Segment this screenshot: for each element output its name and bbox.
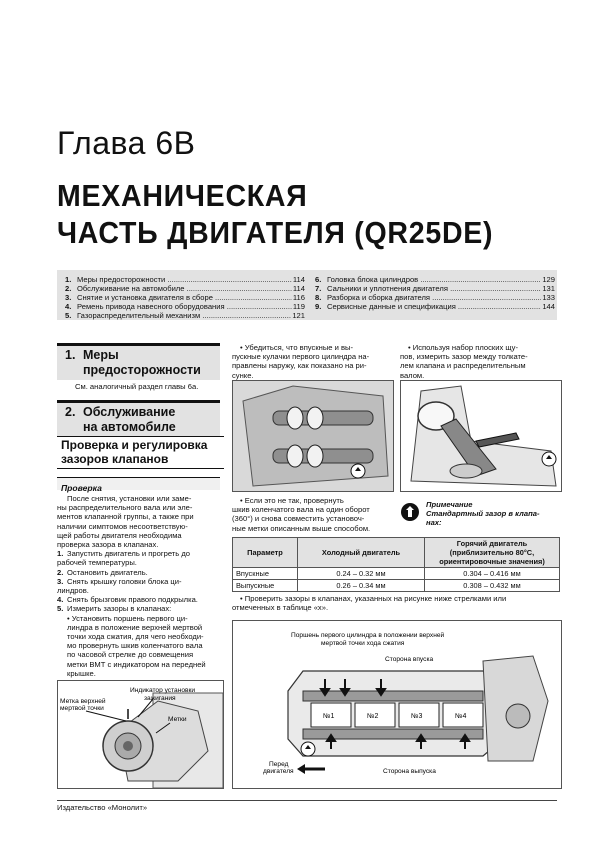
label-piston-2: мертвой точки хода сжатия	[321, 640, 405, 647]
label-piston-1: Поршень первого цилиндра в положении верхней	[291, 632, 445, 639]
toc-title: Газораспределительный механизм .....	[77, 311, 291, 320]
text-line: щей работы двигателя необходима	[57, 530, 182, 540]
text-line: Запустить двигатель и прогреть до	[67, 549, 190, 559]
toc-item[interactable]	[65, 275, 305, 284]
figure-valve-layout	[232, 620, 562, 789]
chapter-title	[57, 177, 493, 251]
text-line: • Проверить зазоры в клапанах, указанных на рисунке ниже стрелками или	[240, 594, 507, 603]
table-cell: Впускные	[233, 568, 298, 580]
text-line: шкив коленчатого вала на один оборот	[232, 505, 370, 515]
subsection-title-line: Проверка и регулировка	[61, 438, 208, 452]
text-line: После снятия, установки или заме-	[67, 494, 192, 503]
section-2-header	[57, 400, 220, 437]
section-title-line: Меры	[83, 348, 119, 362]
step-num: 3.	[57, 576, 64, 586]
label-front-2: двигателя	[263, 768, 294, 775]
text-line: по часовой стрелке до совмещения	[67, 650, 194, 660]
table-header: Параметр	[233, 538, 298, 568]
text-line: • Используя набор плоских щу-	[408, 343, 519, 352]
figure-crank-pulley	[57, 680, 224, 789]
table-header-row	[233, 538, 560, 568]
front-direction-arrow-icon	[297, 764, 305, 774]
toc-page: 133	[542, 293, 555, 302]
toc-title: Ремень привода навесного оборудования .....	[77, 302, 292, 311]
step-num: 2.	[57, 567, 64, 577]
label-tdc-2: мертвой точки	[60, 705, 104, 712]
note-line: Стандартный зазор в клапа-	[426, 509, 540, 519]
check-heading-bar	[57, 477, 220, 493]
toc-item[interactable]	[315, 293, 555, 302]
step-num: 1.	[57, 549, 64, 559]
footer-divider	[57, 800, 557, 801]
text-line: Остановить двигатель.	[67, 567, 148, 577]
toc-item[interactable]	[65, 302, 305, 311]
toc-item[interactable]	[315, 275, 555, 284]
table-cell: 0.304 – 0.416 мм	[425, 568, 560, 580]
text-line: Снять брызговик правого подкрылка.	[67, 595, 198, 605]
table-header: Холодный двигатель	[298, 538, 425, 568]
toc-title: Головка блока цилиндров .....	[327, 275, 541, 284]
chapter-number: Глава 6В	[57, 125, 196, 161]
text-line: Снять крышку головки блока ци-	[67, 576, 182, 586]
text-line: точки хода сжатия, для чего необходи-	[67, 632, 204, 642]
toc-num: 5.	[65, 311, 72, 320]
subsection-title-line: зазоров клапанов	[61, 452, 169, 466]
toc-page: 114	[292, 275, 305, 284]
text-line: ментов клапанной группы, а также при	[57, 512, 194, 522]
toc-item[interactable]	[315, 302, 555, 311]
toc-column-left	[65, 275, 305, 320]
toc-page: 131	[542, 284, 555, 293]
text-line: мо провернуть шкив коленчатого вала	[67, 641, 203, 651]
subsection-header	[57, 436, 224, 469]
text-line: (360°) и снова совместить установоч-	[232, 514, 365, 524]
label-cylinder-3: №3	[411, 713, 423, 720]
note-line: нах:	[426, 518, 442, 528]
table-row	[233, 580, 560, 592]
feeler-gauge-illustration	[401, 381, 561, 491]
table-row	[233, 568, 560, 580]
text-line: пов, измерить зазор между толкате-	[400, 352, 528, 362]
text-line: рабочей температуры.	[57, 558, 137, 568]
label-indicator: Индикатор установки	[130, 687, 196, 694]
text-line: правлены наружу, как показано на ри-	[232, 361, 367, 371]
toc-title: Снятие и установка двигателя в сборе .....	[77, 293, 292, 302]
toc-num: 1.	[65, 275, 72, 284]
toc-item[interactable]	[315, 284, 555, 293]
text-line: сунке.	[232, 370, 254, 380]
text-line: пускные кулачки первого цилиндра на-	[232, 352, 370, 362]
figure-camshaft	[232, 380, 394, 492]
note-box	[400, 500, 560, 532]
chapter-title-line2: ЧАСТЬ ДВИГАТЕЛЯ (QR25DE)	[57, 215, 494, 250]
text-line: крышке.	[67, 668, 96, 678]
section-number: 2.	[65, 405, 76, 419]
column1-text	[57, 494, 222, 678]
check-instruction	[232, 594, 562, 612]
label-intake-side: Сторона впуска	[385, 656, 434, 663]
note-icon	[400, 502, 420, 522]
toc-num: 9.	[315, 302, 322, 311]
toc-column-right	[315, 275, 555, 311]
text-line: отмеченных в таблице «х».	[232, 603, 329, 613]
toc-item[interactable]	[65, 311, 305, 320]
label-marks: Метки	[168, 716, 187, 723]
toc-page: 116	[292, 293, 305, 302]
text-line: лем клапана и распределительным	[400, 361, 526, 371]
section-number: 1.	[65, 348, 76, 362]
text-line: ны распределительного вала или эле-	[57, 503, 193, 513]
text-line: ные метки описанным выше способом.	[232, 523, 371, 533]
section-title-line: Обслуживание	[83, 405, 176, 419]
toc-item[interactable]	[65, 293, 305, 302]
table-of-contents	[57, 270, 557, 320]
text-line: Измерить зазоры в клапанах:	[67, 604, 172, 614]
table-header: Горячий двигатель (приблизительно 80°C, ориентировочные значения)	[425, 538, 560, 568]
label-cylinder-2: №2	[367, 713, 379, 720]
toc-num: 2.	[65, 284, 72, 293]
column3-text	[400, 343, 560, 380]
toc-page: 129	[542, 275, 555, 284]
toc-num: 8.	[315, 293, 322, 302]
toc-num: 6.	[315, 275, 322, 284]
check-heading: Проверка	[61, 483, 102, 493]
text-line: • Если это не так, провернуть	[240, 496, 344, 505]
note-title: Примечание	[426, 500, 473, 509]
publisher-footer: Издательство «Монолит»	[57, 803, 148, 812]
clearance-table	[232, 537, 560, 592]
toc-title: Обслуживание на автомобиле .....	[77, 284, 292, 293]
crank-pulley-illustration	[58, 681, 223, 788]
label-tdc: Метка верхней	[60, 698, 106, 705]
toc-page: 114	[292, 284, 305, 293]
step-num: 5.	[57, 604, 64, 614]
table-cell: Выпускные	[233, 580, 298, 592]
label-ignition: зажигания	[144, 695, 176, 702]
table-cell: 0.26 – 0.34 мм	[298, 580, 425, 592]
toc-title: Сальники и уплотнения двигателя .....	[327, 284, 541, 293]
toc-title: Меры предосторожности .....	[77, 275, 292, 284]
text-line: линдра в положение верхней мертвой	[67, 622, 203, 632]
text-line: • Убедиться, что впускные и вы-	[240, 343, 353, 352]
camshaft-illustration	[233, 381, 393, 491]
valve-layout-illustration	[233, 621, 561, 788]
label-exhaust-side: Сторона выпуска	[383, 768, 436, 775]
text-line: наличии симптомов несоответствую-	[57, 521, 188, 531]
table-cell: 0.308 – 0.432 мм	[425, 580, 560, 592]
label-cylinder-1: №1	[323, 713, 335, 720]
toc-num: 7.	[315, 284, 322, 293]
figure-feeler-gauge	[400, 380, 562, 492]
column2-text-a	[232, 343, 392, 380]
toc-page: 119	[292, 302, 305, 311]
text-line: метки ВМТ с индикатором на передней	[67, 659, 206, 669]
section-1-header	[57, 343, 220, 380]
column2-text-b	[232, 496, 392, 533]
step-num: 4.	[57, 595, 64, 605]
text-line: • Установить поршень первого ци-	[67, 613, 188, 623]
label-front-1: Перед	[269, 761, 289, 768]
section-title-line: на автомобиле	[83, 420, 176, 434]
toc-page: 144	[542, 302, 555, 311]
toc-item[interactable]	[65, 284, 305, 293]
toc-title: Разборка и сборка двигателя .....	[327, 293, 541, 302]
label-cylinder-4: №4	[455, 713, 467, 720]
chapter-title-line1: МЕХАНИЧЕСКАЯ	[57, 178, 308, 213]
toc-page: 121	[292, 311, 305, 320]
text-line: валом.	[400, 370, 425, 380]
toc-num: 3.	[65, 293, 72, 302]
table-cell: 0.24 – 0.32 мм	[298, 568, 425, 580]
section-title-line: предосторожности	[83, 363, 201, 377]
toc-num: 4.	[65, 302, 72, 311]
text-line: проверка зазора в клапанах.	[57, 540, 159, 550]
text-line: линдров.	[57, 586, 89, 596]
toc-title: Сервисные данные и спецификация .....	[327, 302, 541, 311]
section-1-body: См. аналогичный раздел главы 6а.	[75, 382, 199, 391]
